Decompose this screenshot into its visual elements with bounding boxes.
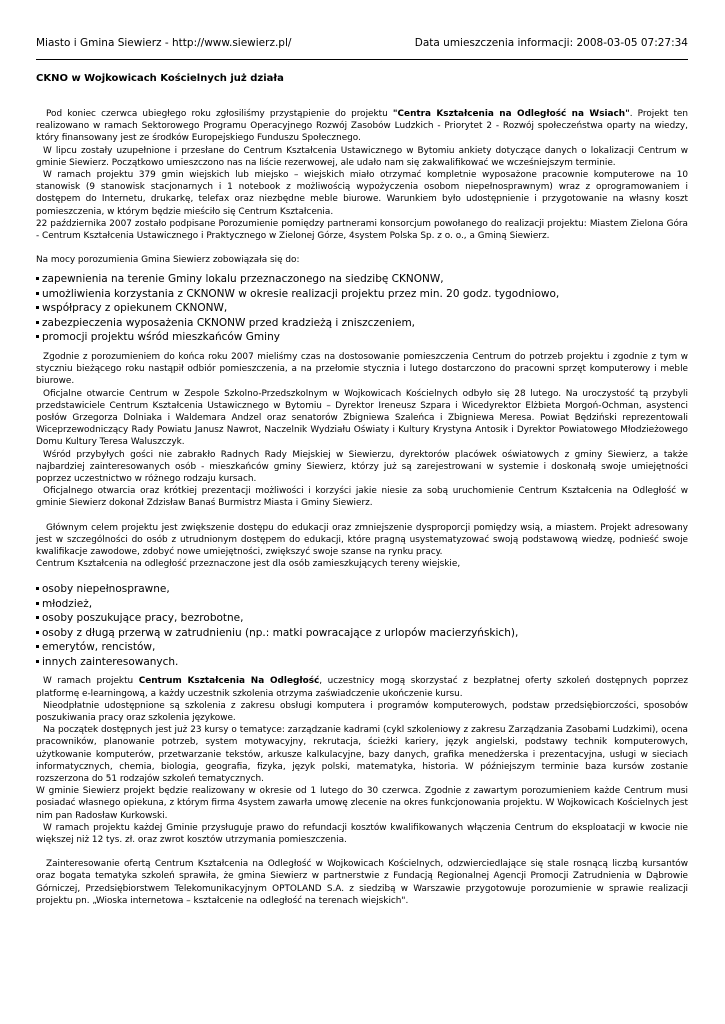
paragraph: W gminie Siewierz projekt będzie realizowany w okresie od 1 lutego do 30 czerwca. Zgodnie z zawartym porozumieniem każde Centrum musi posiadać własnego opiekuna, z którym firma 4system zawarła umowę zlecenie na okres funkcjonowania projektu. W Wojkowicach Kościelnych jest nim pan Radosław Kurkowski. <box>36 786 688 821</box>
paragraph: Oficjalnego otwarcia oraz krótkiej prezentacji możliwości i korzyści jakie niesie za sobą uruchomienie Centrum Kształcenia na Odległość w gminie Siewierz dokonał Zdzisław Banaś Burmistrz Miasta i Gminy Siewierz. <box>36 486 688 509</box>
paragraph: Zainteresowanie ofertą Centrum Kształcenia na Odległość w Wojkowicach Kościelnych, odzwierciedlające się stale rosnącą liczbą kursantów oraz bogata tematyka szkoleń sprawiła, że gmina Siewierz w partnerstwie z Fundacją Regionalnej Agencji Promocji Zatrudnienia w Dąbrowie Górniczej, Przedsiębiorstwem Telekomunikacyjnym OPTOLAND S.A. z siedzibą w Warszawie przygotowuje porozumienie w sprawie realizacji projektu pn. „Wioska internetowa – kształcenie na odległość na terenach wiejskich". <box>36 859 688 906</box>
paragraph: Głównym celem projektu jest zwiększenie dostępu do edukacji oraz zmniejszenie dysproporcji pomiędzy wsią, a miastem. Projekt adresowany jest w szczególności do osób z utrudnionym dostępem do edukacji, które pragną usystematyzować swoją podstawową wiedzę, podnieść swoje kwalifikacje zawodowe, zdobyć nowe umiejętności, zwiększyć swoje szanse na rynku pracy. <box>36 522 688 557</box>
list-item: współpracy z opiekunem CKNONW, <box>36 301 688 316</box>
list-item: zabezpieczenia wyposażenia CKNONW przed kradzieżą i zniszczeniem, <box>36 316 688 331</box>
list-item: umożliwienia korzystania z CKNONW w okresie realizacji projektu przez min. 20 godz. tygodniowo, <box>36 287 688 302</box>
page-header <box>36 36 688 50</box>
list-item: promocji projektu wśród mieszkańców Gminy <box>36 330 688 345</box>
paragraph-intro: Pod koniec czerwca ubiegłego roku zgłosiliśmy przystąpienie do projektu "Centra Kształcenia na Odległość na Wsiach". Projekt ten realizowano w ramach Sektorowego Programu Operacyjnego Rozwój Zasobów Ludzkich - Priorytet 2 - Rozwój społeczeństwa oparty na wiedzy, który finansowany jest ze środków Europejskiego Funduszu Społecznego. <box>36 109 689 144</box>
list-item: młodzież, <box>36 597 688 612</box>
paragraph: W lipcu zostały uzupełnione i przesłane do Centrum Kształcenia Ustawicznego w Bytomiu ankiety dotyczące danych o lokalizacji Centrum w gminie Siewierz. Początkowo umieszczono nas na liście rezerwowej, ale udało nam się zakwalifikować we wcześniejszym terminie. <box>36 145 688 168</box>
list-item: innych zainteresowanych. <box>36 655 688 670</box>
list-item: osoby poszukujące pracy, bezrobotne, <box>36 611 688 626</box>
article-body <box>36 108 688 907</box>
site-link[interactable]: Miasto i Gmina Siewierz - http://www.siewierz.pl/ <box>36 37 292 49</box>
paragraph: Zgodnie z porozumieniem do końca roku 2007 mieliśmy czas na dostosowanie pomieszczenia Centrum do potrzeb projektu i zgodnie z tym w styczniu bieżącego roku nastąpił odbiór pomieszczenia, a na przełomie stycznia i lutego dostarczono do pracowni sprzęt komputerowy i meble biurowe. <box>36 351 688 387</box>
list-item: osoby z długą przerwą w zatrudnieniu (np.: matki powracające z urlopów macierzyńskich), <box>36 626 688 641</box>
paragraph: W ramach projektu każdej Gminie przysługuje prawo do refundacji kosztów kwalifikowanych włączenia Centrum do eksploatacji w kwocie nie większej niż 12 tys. zł. oraz zwrot kosztów utrzymania pomieszczenia. <box>36 822 688 846</box>
list-item: emerytów, rencistów, <box>36 640 688 655</box>
publish-date: Data umieszczenia informacji: 2008-03-05 07:27:34 <box>414 37 688 49</box>
paragraph: W ramach projektu Centrum Kształcenia Na Odległość, uczestnicy mogą skorzystać z bezpłatnej oferty szkoleń dostępnych poprzez platformę e-learningową, a każdy uczestnik szkolenia otrzyma zaświadczenie ukończenie kursu. <box>36 676 688 699</box>
paragraph: Centrum Kształcenia na odległość przeznaczone jest dla osób zamieszkujących tereny wiejskie, <box>36 559 461 570</box>
paragraph: Oficjalne otwarcie Centrum w Zespole Szkolno-Przedszkolnym w Wojkowicach Kościelnych odbyło się 28 lutego. Na uroczystość tą przybyli przedstawiciele Centrum Kształcenia Ustawicznego w Bytomiu – Dyrektor Ireneusz Szpara i Wicedyrektor Elżbieta Morgoń-Ochman, asystenci posłów Grzegorza Dolniaka i Waldemara Andzel oraz senatorów Zbigniewa Szaleńca i Zbigniewa Meresa. Powiat Będziński reprezentowali Wiceprzewodniczący Rady Powiatu Janusz Nawrot, Naczelnik Wydziału Oświaty i Kultury Krystyna Antosik i Dyrektor Powiatowego Młodzieżowego Domu Kultury Teresa Waluszczyk. <box>36 388 688 448</box>
paragraph: Wśród przybyłych gości nie zabrakło Radnych Rady Miejskiej w Siewierzu, dyrektorów placówek oświatowych z gminy Siewierz, a także najbardziej zainteresowanych osób - mieszkańców gminy Siewierz, którzy już są zarejestrowani w systemie i doskonałą swoje umiejętności poprzez uczestnictwo w różnego rodzaju kursach. <box>36 449 688 484</box>
paragraph: Na mocy porozumienia Gmina Siewierz zobowiązała się do: <box>36 255 300 266</box>
paragraph: W ramach projektu 379 gmin wiejskich lub miejsko – wiejskich miało otrzymać kompletnie wyposażone pracownie komputerowe na 10 stanowisk (9 stanowisk stacjonarnych i 1 notebook z możliwością wypożyczenia osobom niepełnosprawnym) wraz z oprogramowaniem i dostępem do Internetu, drukarkę, telefax oraz niezbędne meble biurowe. Warunkiem było udostępnienie i przygotowanie na własny koszt pomieszczenia, w którym będzie mieściło się Centrum Kształcenia. <box>36 170 688 217</box>
header-divider <box>36 59 688 60</box>
target-groups-list <box>36 582 688 669</box>
obligations-list <box>36 272 688 345</box>
paragraph: Na początek dostępnych jest już 23 kursy o tematyce: zarządzanie kadrami (cykl szkoleniowy z zakresu Zarządzania Zasobami Ludzkimi), ocena pracowników, planowanie potrzeb, system motywacyjny, rekrutacja, ścieżki kariery, język angielski, podstawy technik komputerowych, użytkowanie komputerów, przetwarzanie tekstów, arkusze kalkulacyjne, bazy danych, grafika menedżerska i prezentacyjna, usługi w sieciach informatycznych, chemia, biologia, geografia, fizyka, język polski, matematyka, historia. W późniejszym terminie baza kursów zostanie rozszerzona do 51 rodzajów szkoleń tematycznych. <box>36 725 688 785</box>
list-item: zapewnienia na terenie Gminy lokalu przeznaczonego na siedzibę CKNONW, <box>36 272 688 287</box>
list-item: osoby niepełnosprawne, <box>36 582 688 597</box>
paragraph: 22 października 2007 zostało podpisane Porozumienie pomiędzy partnerami konsorcjum powołanego do realizacji projektu: Miastem Zielona Góra - Centrum Kształcenia Ustawicznego i Praktycznego w Zielonej Górze, 4system Polska Sp. z o. o., a Gminą Siewierz. <box>36 218 688 242</box>
article-title: CKNO w Wojkowicach Kościelnych już działa <box>36 73 284 84</box>
paragraph: Nieodpłatnie udostępnione są szkolenia z zakresu obsługi komputera i programów komputerowych, podstaw przedsiębiorczości, sposobów poszukiwania pracy oraz szkolenia językowe. <box>36 700 688 723</box>
